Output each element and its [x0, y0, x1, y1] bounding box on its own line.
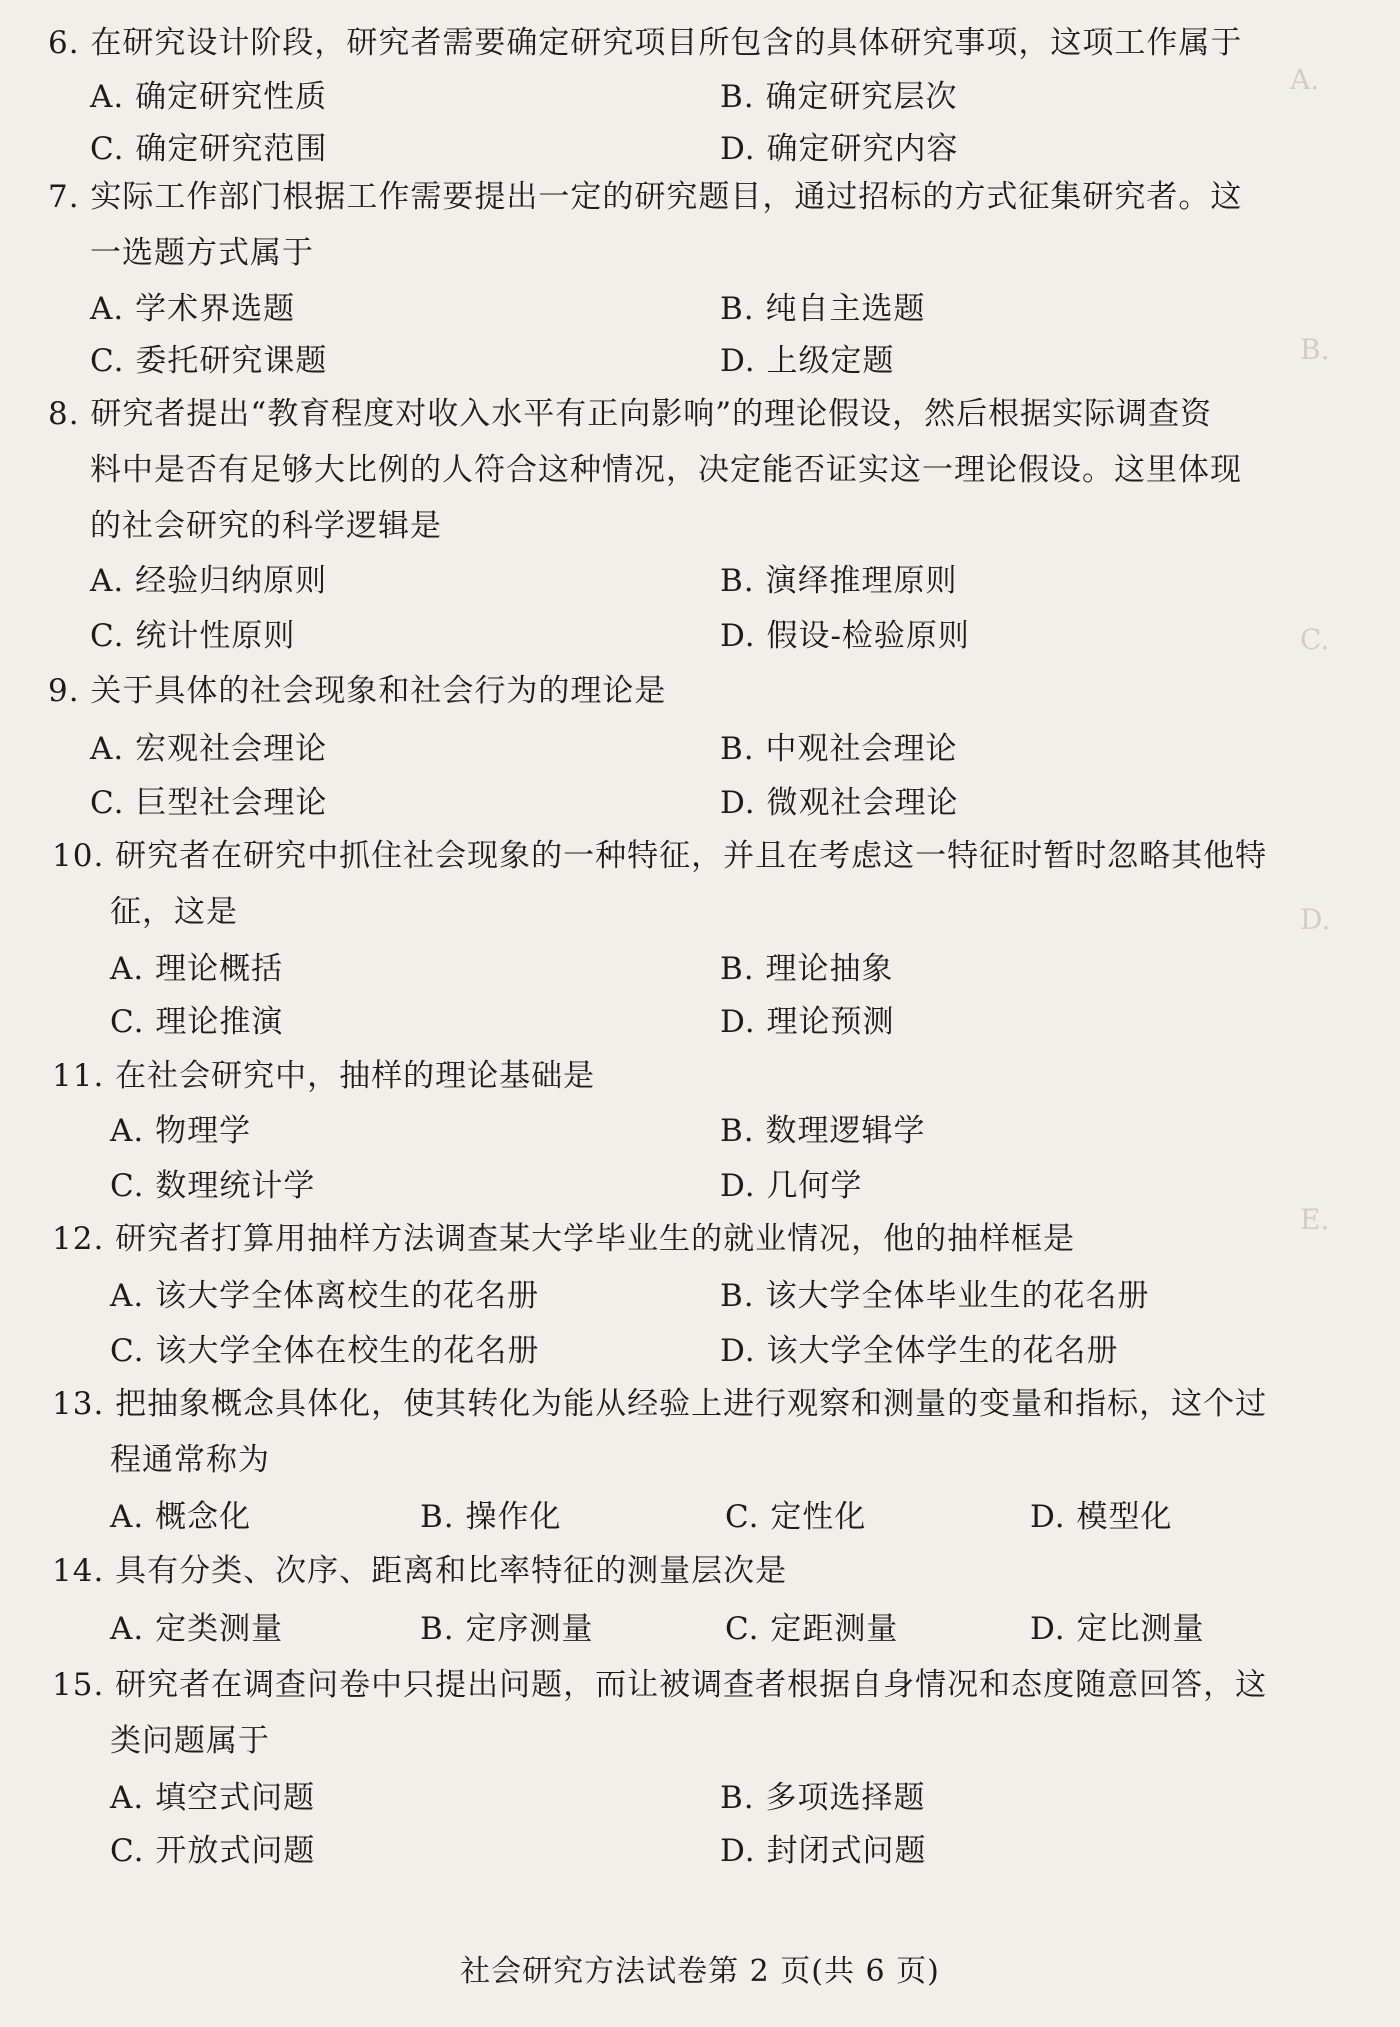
answer-option: D. 模型化 — [1030, 1499, 1173, 1535]
question-stem: 15. 研究者在调查问卷中只提出问题，而让被调查者根据自身情况和态度随意回答，这 — [52, 1667, 1268, 1703]
answer-option: B. 理论抽象 — [720, 951, 894, 987]
question-stem: 9. 关于具体的社会现象和社会行为的理论是 — [48, 673, 667, 709]
answer-option: D. 确定研究内容 — [720, 131, 959, 167]
question-stem: 12. 研究者打算用抽样方法调查某大学毕业生的就业情况，他的抽样框是 — [52, 1221, 1076, 1257]
answer-option: D. 定比测量 — [1030, 1611, 1205, 1647]
question-stem-continuation: 料中是否有足够大比例的人符合这种情况，决定能否证实这一理论假设。这里体现 — [90, 452, 1242, 488]
answer-option: C. 数理统计学 — [110, 1168, 316, 1204]
answer-option: C. 理论推演 — [110, 1004, 284, 1040]
question-stem: 10. 研究者在研究中抓住社会现象的一种特征，并且在考虑这一特征时暂时忽略其他特 — [52, 838, 1268, 874]
question-stem-continuation: 类问题属于 — [110, 1723, 270, 1759]
answer-option: B. 中观社会理论 — [720, 731, 958, 767]
answer-option: A. 概念化 — [110, 1499, 252, 1535]
answer-option: D. 几何学 — [720, 1168, 863, 1204]
answer-option: B. 数理逻辑学 — [720, 1113, 926, 1149]
answer-option: A. 理论概括 — [110, 951, 284, 987]
answer-option: C. 定距测量 — [725, 1611, 899, 1647]
answer-option: A. 宏观社会理论 — [90, 731, 328, 767]
question-stem-continuation: 程通常称为 — [110, 1442, 270, 1478]
bleed-through-mark: E. — [1300, 1203, 1330, 1236]
question-stem: 14. 具有分类、次序、距离和比率特征的测量层次是 — [52, 1553, 788, 1589]
answer-option: D. 微观社会理论 — [720, 785, 959, 821]
answer-option: D. 上级定题 — [720, 343, 895, 379]
bleed-through-mark: D. — [1300, 903, 1331, 936]
answer-option: C. 委托研究课题 — [90, 343, 328, 379]
answer-option: A. 物理学 — [110, 1113, 252, 1149]
answer-option: C. 巨型社会理论 — [90, 785, 328, 821]
answer-option: B. 定序测量 — [420, 1611, 594, 1647]
bleed-through-mark: A. — [1290, 63, 1320, 96]
question-stem: 11. 在社会研究中，抽样的理论基础是 — [52, 1058, 596, 1094]
answer-option: C. 确定研究范围 — [90, 131, 328, 167]
answer-option: A. 学术界选题 — [90, 291, 296, 327]
answer-option: C. 定性化 — [725, 1499, 867, 1535]
answer-option: D. 该大学全体学生的花名册 — [720, 1333, 1119, 1369]
answer-option: C. 统计性原则 — [90, 618, 296, 654]
answer-option: B. 演绎推理原则 — [720, 563, 958, 599]
bleed-through-mark: B. — [1300, 333, 1330, 366]
answer-option: B. 多项选择题 — [720, 1780, 926, 1816]
answer-option: D. 封闭式问题 — [720, 1833, 927, 1869]
question-stem: 6. 在研究设计阶段，研究者需要确定研究项目所包含的具体研究事项，这项工作属于 — [48, 25, 1243, 61]
answer-option: D. 假设-检验原则 — [720, 618, 970, 654]
question-stem-continuation: 一选题方式属于 — [90, 235, 314, 271]
answer-option: D. 理论预测 — [720, 1004, 895, 1040]
answer-option: A. 经验归纳原则 — [90, 563, 328, 599]
answer-option: C. 开放式问题 — [110, 1833, 316, 1869]
answer-option: A. 定类测量 — [110, 1611, 284, 1647]
answer-option: B. 确定研究层次 — [720, 79, 958, 115]
answer-option: A. 该大学全体离校生的花名册 — [110, 1278, 540, 1314]
answer-option: A. 确定研究性质 — [90, 79, 328, 115]
bleed-through-mark: C. — [1300, 623, 1330, 656]
answer-option: C. 该大学全体在校生的花名册 — [110, 1333, 540, 1369]
question-stem: 8. 研究者提出“教育程度对收入水平有正向影响”的理论假设，然后根据实际调查资 — [48, 396, 1213, 432]
question-stem: 7. 实际工作部门根据工作需要提出一定的研究题目，通过招标的方式征集研究者。这 — [48, 179, 1243, 215]
page-footer: 社会研究方法试卷第 2 页(共 6 页) — [460, 1954, 940, 1989]
answer-option: A. 填空式问题 — [110, 1780, 316, 1816]
question-stem-continuation: 的社会研究的科学逻辑是 — [90, 508, 442, 544]
question-stem-continuation: 征，这是 — [110, 894, 238, 930]
answer-option: B. 该大学全体毕业生的花名册 — [720, 1278, 1150, 1314]
answer-option: B. 纯自主选题 — [720, 291, 926, 327]
answer-option: B. 操作化 — [420, 1499, 562, 1535]
question-stem: 13. 把抽象概念具体化，使其转化为能从经验上进行观察和测量的变量和指标，这个过 — [52, 1386, 1268, 1422]
